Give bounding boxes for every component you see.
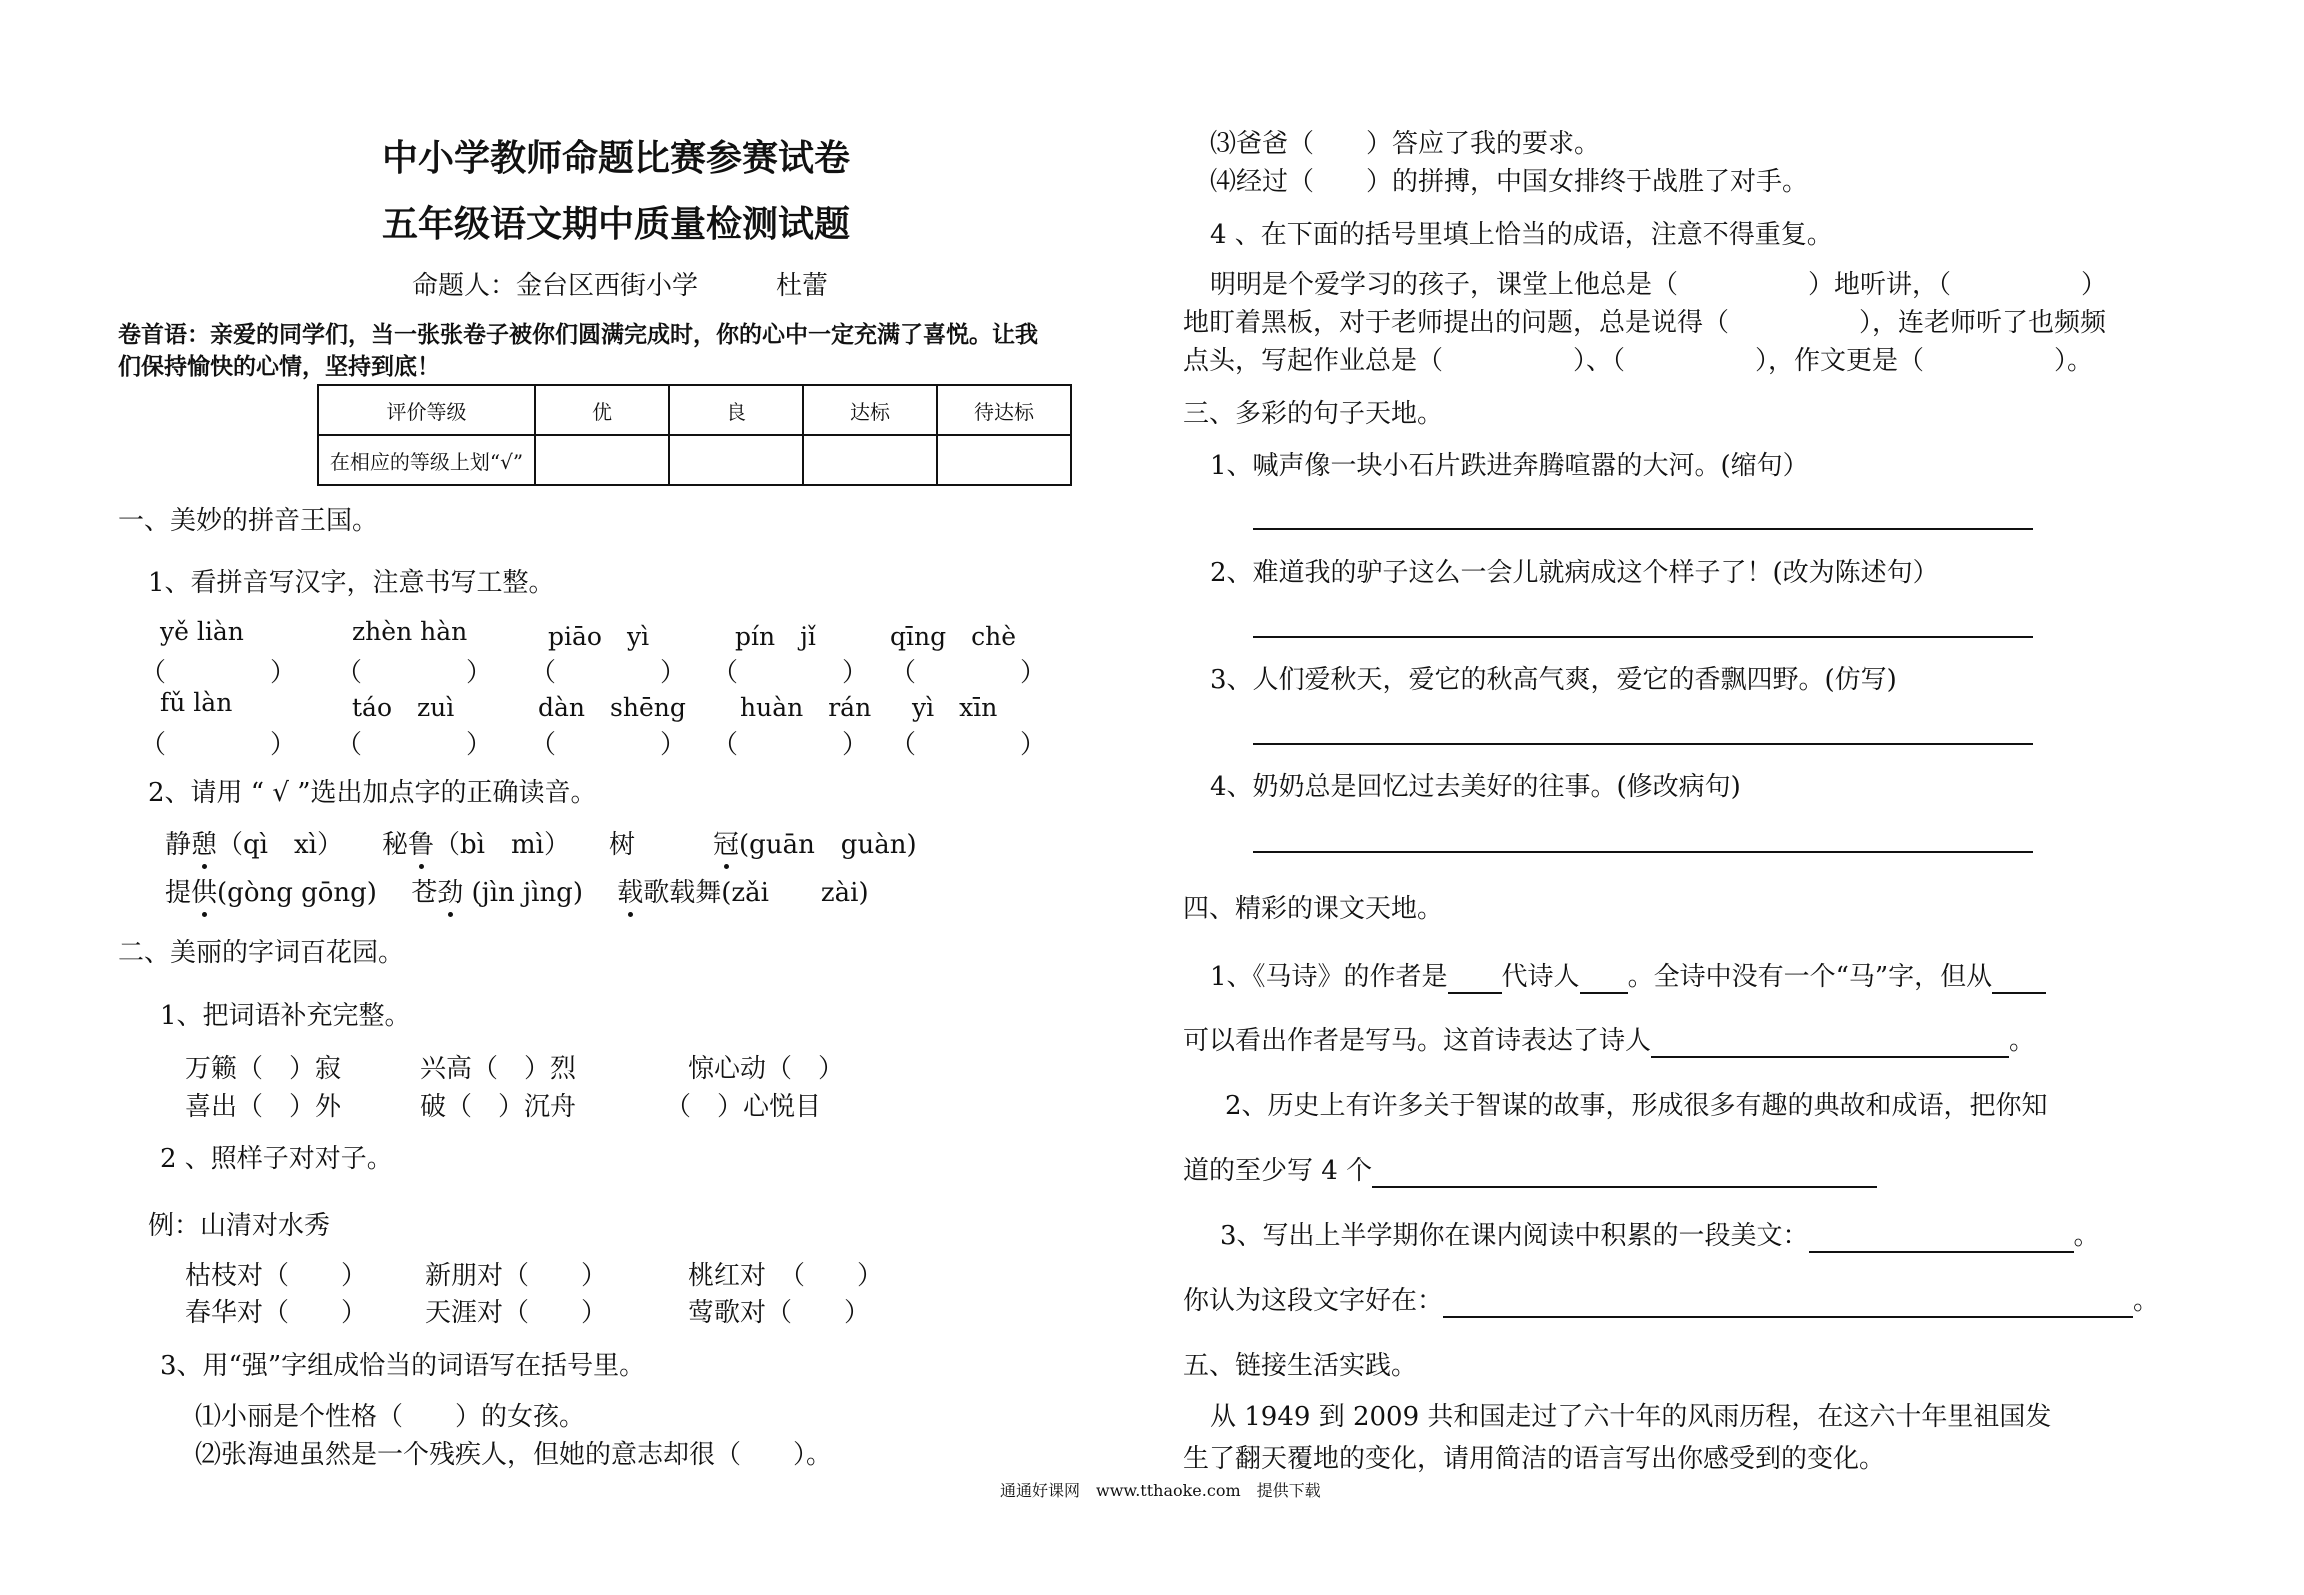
question-4-2-text: 道的至少写 4 个 [1183,1156,1373,1186]
pinyin: pín jǐ [735,622,816,651]
blank-reason[interactable] [1443,1286,2133,1318]
foreword-line-1: 卷首语：亲爱的同学们，当一张张卷子被你们圆满完成时，你的心中一定充满了喜悦。让我 [118,321,1038,348]
question-3-1: 1、喊声像一块小石片跌进奔腾喧嚣的大河。(缩句） [1210,451,1809,481]
word-fill[interactable]: 万籁（ ）寂 [185,1054,342,1084]
answer-bracket[interactable]: （ ） [140,658,297,688]
pinyin: piāo yì [548,622,650,651]
section-5-text-1: 从 1949 到 2009 共和国走过了六十年的风雨历程，在这六十年里祖国发 [1210,1402,2052,1432]
answer-bracket[interactable]: （ ） [140,730,297,760]
eval-mark-cell[interactable] [535,435,669,485]
dotted-char: 鲁 [408,824,434,861]
blank-feeling[interactable] [1651,1026,2009,1058]
couplet-fill[interactable]: 莺歌对（ ） [688,1298,871,1328]
reading-row-1 [165,824,917,861]
question-2-2: 2 、照样子对对子。 [160,1144,393,1174]
section-5-heading: 五、链接生活实践。 [1183,1351,1418,1381]
pronunciation-options[interactable]: (jìn jìng) [463,878,583,908]
section-4-heading: 四、精彩的课文天地。 [1183,894,1444,924]
section-1-heading: 一、美妙的拼音王国。 [118,506,379,536]
word-fill[interactable]: 惊心动（ ） [688,1054,845,1084]
eval-header-cell: 达标 [803,385,937,435]
couplet-fill[interactable]: 天涯对（ ） [425,1298,608,1328]
question-4-1-line-1 [1210,956,2046,994]
couplet-fill[interactable]: 春华对（ ） [185,1298,368,1328]
answer-line[interactable] [1253,743,2033,745]
question-3-3: 3、人们爱秋天，爱它的秋高气爽，爱它的香飘四野。(仿写) [1210,665,1897,695]
couplet-fill[interactable]: 枯枝对（ ） [185,1261,368,1291]
pronunciation-options[interactable]: (gòng gōng) [217,878,377,908]
pronunciation-options[interactable]: （bì mì） [434,830,557,860]
dotted-char: 载 [617,872,643,909]
question-4-1-text: 可以看出作者是写马。这首诗表达了诗人 [1183,1026,1652,1056]
question-4-1-line-2 [1183,1020,2035,1058]
section-2-heading: 二、美丽的字词百花园。 [118,938,405,968]
pinyin: huàn rán [740,693,872,722]
question-2-1: 1、把词语补充完整。 [160,1001,411,1031]
question-2-3: 3、用“强”字组成恰当的词语写在括号里。 [160,1351,646,1381]
question-4-1-text: 代诗人 [1501,962,1580,992]
char: 苍 [411,878,438,908]
question-3-4: 4、奶奶总是回忆过去美好的往事。(修改病句) [1210,772,1741,802]
answer-bracket[interactable]: （ ） [890,730,1047,760]
eval-header-cell: 评价等级 [318,385,535,435]
question-4-1-text: 1、《马诗》的作者是 [1210,962,1448,992]
question-4-3-line-2 [1183,1280,2159,1318]
evaluation-table [317,384,1072,486]
question-1-1: 1、看拼音写汉字，注意书写工整。 [148,568,555,598]
question-4-1-text: 。全诗中没有一个“马”字，但从 [1627,962,1993,992]
couplet-fill[interactable]: 新朋对（ ） [425,1261,608,1291]
char: 静 [165,830,192,860]
question-2-3-1[interactable]: ⑴小丽是个性格（ ）的女孩。 [195,1402,586,1432]
question-4-3-text: 。 [2133,1286,2160,1316]
answer-bracket[interactable]: （ ） [712,730,869,760]
answer-line[interactable] [1253,528,2033,530]
question-2-3-4[interactable]: ⑷经过（ ）的拼搏，中国女排终于战胜了对手。 [1210,167,1809,197]
section-5-text-2: 生了翻天覆地的变化，请用简洁的语言写出你感受到的变化。 [1183,1444,1886,1474]
couplet-fill[interactable]: 桃红对 （ ） [688,1261,884,1291]
blank-poet[interactable] [1580,962,1628,994]
eval-header-cell: 优 [535,385,669,435]
eval-mark-cell[interactable] [937,435,1071,485]
dotted-char: 冠 [713,824,739,861]
exam-title-2: 五年级语文期中质量检测试题 [382,203,851,245]
section-3-heading: 三、多彩的句子天地。 [1183,399,1444,429]
footer-credit: 通通好课网 www.tthaoke.com 提供下载 [1000,1481,1321,1500]
exam-author: 命题人：金台区西街小学 杜蕾 [412,271,829,301]
question-3-2: 2、难道我的驴子这么一会儿就病成这个样子了！(改为陈述句） [1210,558,1939,588]
foreword-line-2: 们保持愉快的心情，坚持到底！ [118,353,440,380]
eval-mark-cell[interactable] [803,435,937,485]
eval-mark-cell[interactable] [669,435,803,485]
question-2-3-3[interactable]: ⑶爸爸（ ）答应了我的要求。 [1210,129,1601,159]
char: 秘 [382,830,409,860]
answer-bracket[interactable]: （ ） [530,730,687,760]
reading-row-2 [165,872,869,909]
evaluation-mark-row [318,435,1071,485]
question-4-2-line-1: 2、历史上有许多关于智谋的故事，形成很多有趣的典故和成语，把你知 [1225,1091,2048,1121]
idiom-paragraph-2[interactable]: 地盯着黑板，对于老师提出的问题，总是说得（ ），连老师听了也频频 [1183,308,2107,338]
answer-bracket[interactable]: （ ） [890,658,1047,688]
answer-bracket[interactable]: （ ） [336,730,493,760]
question-4-3-text: 。 [2073,1221,2100,1251]
word-fill[interactable]: 喜出（ ）外 [185,1092,342,1122]
question-4-3-text: 你认为这段文字好在： [1183,1286,1444,1316]
answer-bracket[interactable]: （ ） [712,658,869,688]
question-4-1-text: 。 [2009,1026,2036,1056]
pinyin: qīng chè [890,622,1017,651]
word-fill[interactable]: 兴高（ ）烈 [420,1054,577,1084]
answer-bracket[interactable]: （ ） [336,658,493,688]
evaluation-header-row [318,385,1071,435]
pinyin: zhèn hàn [352,617,468,646]
answer-line[interactable] [1253,851,2033,853]
idiom-paragraph-3[interactable]: 点头，写起作业总是（ ）、（ ），作文更是（ ）。 [1183,346,2094,376]
eval-header-cell: 良 [669,385,803,435]
question-2-3-2[interactable]: ⑵张海迪虽然是一个残疾人，但她的意志却很（ ）。 [195,1440,833,1470]
idiom-paragraph-1[interactable]: 明明是个爱学习的孩子，课堂上他总是（ ）地听讲，（ ） [1210,270,2108,300]
pinyin: táo zuì [352,693,455,722]
exam-title-1: 中小学教师命题比赛参赛试卷 [382,137,851,179]
pronunciation-options[interactable]: 歌载舞(zǎi zài) [643,878,869,908]
pronunciation-options[interactable]: (guān guàn) [739,830,917,860]
blank-dynasty[interactable] [1448,962,1502,994]
couplet-example: 例：山清对水秀 [148,1211,331,1241]
pinyin: dàn shēng [538,693,686,722]
blank-idioms[interactable] [1372,1156,1877,1188]
char: 树 [608,830,661,860]
question-4-3-line-1 [1220,1215,2100,1253]
question-2-4: 4 、在下面的括号里填上恰当的成语，注意不得重复。 [1210,220,1833,250]
answer-line[interactable] [1253,636,2033,638]
dotted-char: 憩 [191,824,217,861]
eval-header-cell: 待达标 [937,385,1071,435]
answer-bracket[interactable]: （ ） [530,658,687,688]
pronunciation-options[interactable]: （qì xì） [217,830,330,860]
char: 提 [165,878,192,908]
dotted-char: 劲 [437,872,463,909]
dotted-char: 供 [191,872,217,909]
word-fill[interactable]: （ ）心悦目 [665,1092,822,1122]
word-fill[interactable]: 破（ ）沉舟 [420,1092,577,1122]
eval-row-label: 在相应的等级上划“√” [318,435,535,485]
blank-lines[interactable] [1992,962,2046,994]
question-4-3-text: 3、写出上半学期你在课内阅读中积累的一段美文： [1220,1221,1809,1251]
pinyin: fǔ làn [160,688,233,717]
pinyin: yì xīn [912,693,998,722]
question-4-2-line-2 [1183,1150,1877,1188]
pinyin: yě liàn [160,617,244,646]
blank-passage[interactable] [1809,1221,2074,1253]
question-1-2: 2、请用 “ √ ”选出加点字的正确读音。 [148,778,597,808]
